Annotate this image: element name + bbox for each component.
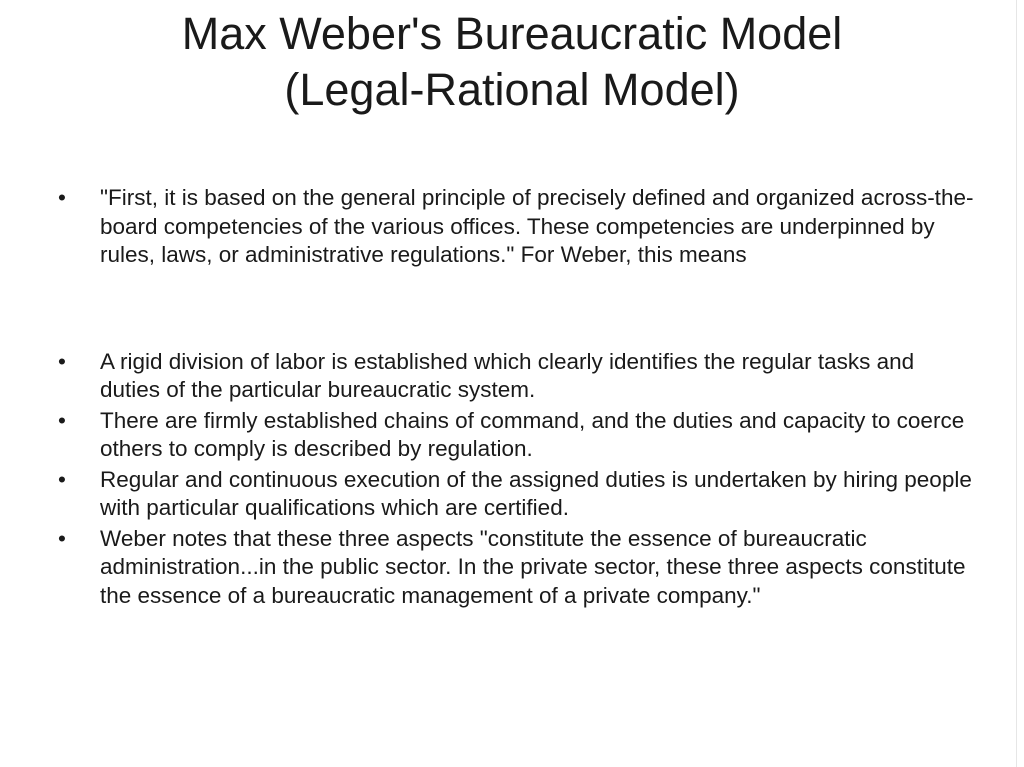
bullet-list — [56, 184, 976, 610]
bullet-item — [56, 525, 976, 611]
bullet-text: A rigid division of labor is established which clearly identifies the regular tasks and duties of the particular bureaucratic system. — [100, 348, 915, 402]
bullet-dot-icon: • — [58, 185, 66, 210]
bullet-item — [56, 407, 976, 464]
title-line-1: Max Weber's Bureaucratic Model — [181, 8, 843, 59]
bullet-dot-icon: • — [58, 525, 66, 551]
bullet-dot-icon: • — [58, 466, 66, 492]
bullet-text: Regular and continuous execution of the assigned duties is undertaken by hiring people with particular qualifications which are certified. — [100, 466, 972, 520]
bullet-item — [56, 466, 976, 523]
slide-edge-divider — [1016, 0, 1017, 767]
bullet-item — [56, 184, 976, 270]
bullet-item — [56, 348, 976, 405]
slide-title — [40, 6, 984, 118]
bullet-dot-icon: • — [58, 407, 66, 433]
bullet-dot-icon: • — [58, 348, 66, 374]
title-line-2: (Legal-Rational Model) — [284, 64, 740, 115]
bullet-text: Weber notes that these three aspects "constitute the essence of bureaucratic administration...in the public sector. In the private sector, these three aspects constitute the essence of a bureaucratic management of a private company." — [100, 525, 966, 608]
bullet-text: There are firmly established chains of command, and the duties and capacity to coerce others to comply is described by regulation. — [100, 407, 965, 461]
bullet-text: "First, it is based on the general principle of precisely defined and organized across-the-board competencies of the various offices. These competencies are underpinned by rules, laws, or administrative regulations." For Weber, this means — [100, 185, 974, 267]
